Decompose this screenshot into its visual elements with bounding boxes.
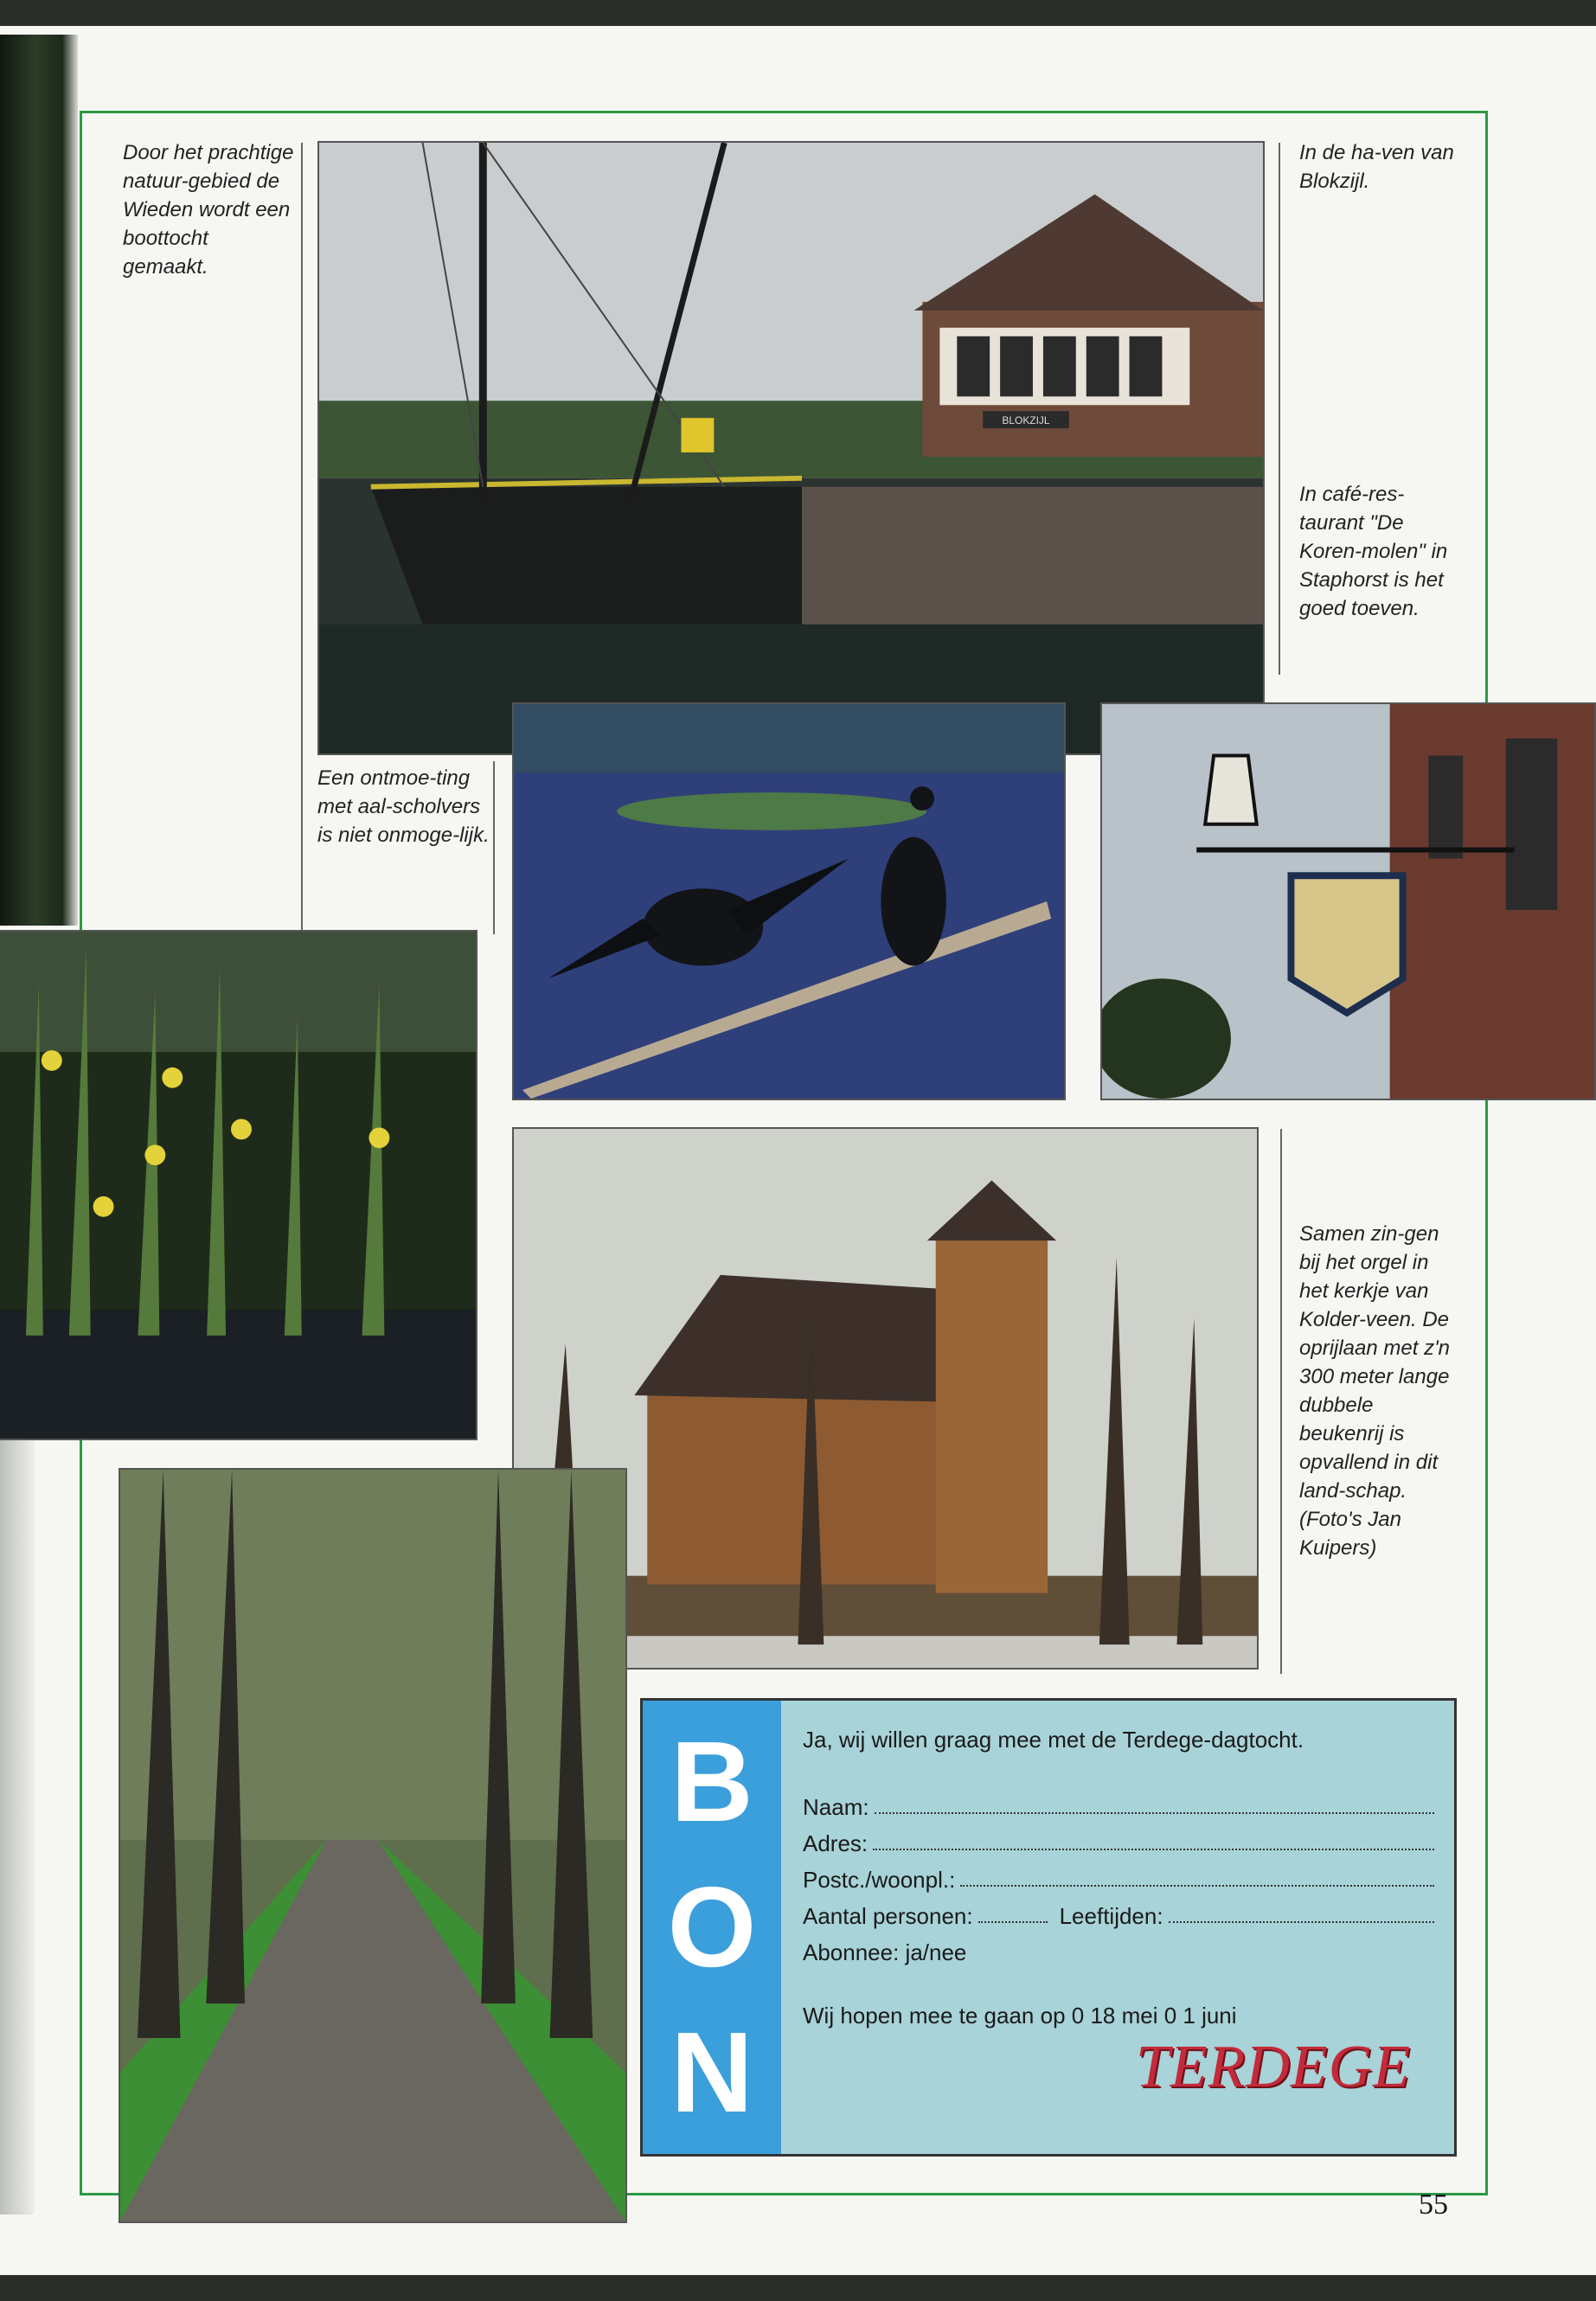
caption-rule-right [1279,143,1280,675]
photo-cafe-sign [1100,702,1596,1100]
naam-label: Naam: [803,1794,869,1820]
leeftijden-field[interactable] [1169,1921,1434,1923]
caption-harbour: In de ha-ven van Blokzijl. [1299,141,1454,193]
bon-letter-b: B [670,1718,753,1845]
terdege-logo: TERDEGE [1135,2034,1411,2100]
bon-letter-o: O [667,1863,757,1990]
caption-rule-church [1280,1129,1282,1674]
caption-cafe: In café-res-taurant "De Koren-molen" in Staphorst is het goed toeven. [1299,483,1448,620]
bon-intro-text: Ja, wij willen graag mee met de Terdege-dagtocht. [803,1727,1304,1753]
harbour-sign-text: BLOKZIJL [1002,414,1050,427]
page-spine [0,35,78,926]
photo-irises [0,930,478,1440]
postcode-field[interactable] [960,1885,1434,1887]
form-row-postcode [803,1862,1434,1894]
bon-dates-text[interactable]: Wij hopen mee te gaan op 0 18 mei 0 1 juni [803,2003,1237,2029]
caption-church: Samen zin-gen bij het orgel in het kerkje van Kolder-veen. De oprijlaan met z'n 300 meter lange dubbele beukenrij is opvallend in dit land-schap. (Foto's Jan Kuipers) [1299,1222,1450,1560]
form-row-abonnee [803,1935,1434,1966]
naam-field[interactable] [875,1812,1434,1814]
page-spine-lower [0,1436,35,2214]
caption-cormorants: Een ontmoe-ting met aal-scholvers is niet onmoge-lijk. [317,766,490,847]
photo-harbour-boat [317,141,1265,755]
form-row-personen [803,1899,1434,1930]
photo-cormorants [512,702,1066,1100]
photo-beech-avenue [119,1468,627,2223]
bon-coupon [640,1698,1457,2157]
bon-form [803,1727,1434,2029]
page-number: 55 [1419,2189,1448,2221]
form-row-naam [803,1790,1434,1821]
abonnee-label[interactable]: Abonnee: ja/nee [803,1939,967,1965]
adres-label: Adres: [803,1830,869,1856]
bon-letter-n: N [670,2009,753,2136]
caption-boat-tour: Door het prachtige natuur-gebied de Wieden wordt een boottocht gemaakt. [123,141,294,279]
form-row-adres [803,1826,1434,1857]
adres-field[interactable] [873,1849,1434,1850]
postcode-label: Postc./woonpl.: [803,1867,956,1893]
leeftijden-label: Leeftijden: [1059,1903,1163,1929]
bon-side-bar [643,1701,781,2154]
aantal-personen-field[interactable] [978,1921,1048,1923]
aantal-personen-label: Aantal personen: [803,1903,973,1929]
caption-rule-left [301,143,303,1025]
caption-rule-cormorants [493,761,495,934]
